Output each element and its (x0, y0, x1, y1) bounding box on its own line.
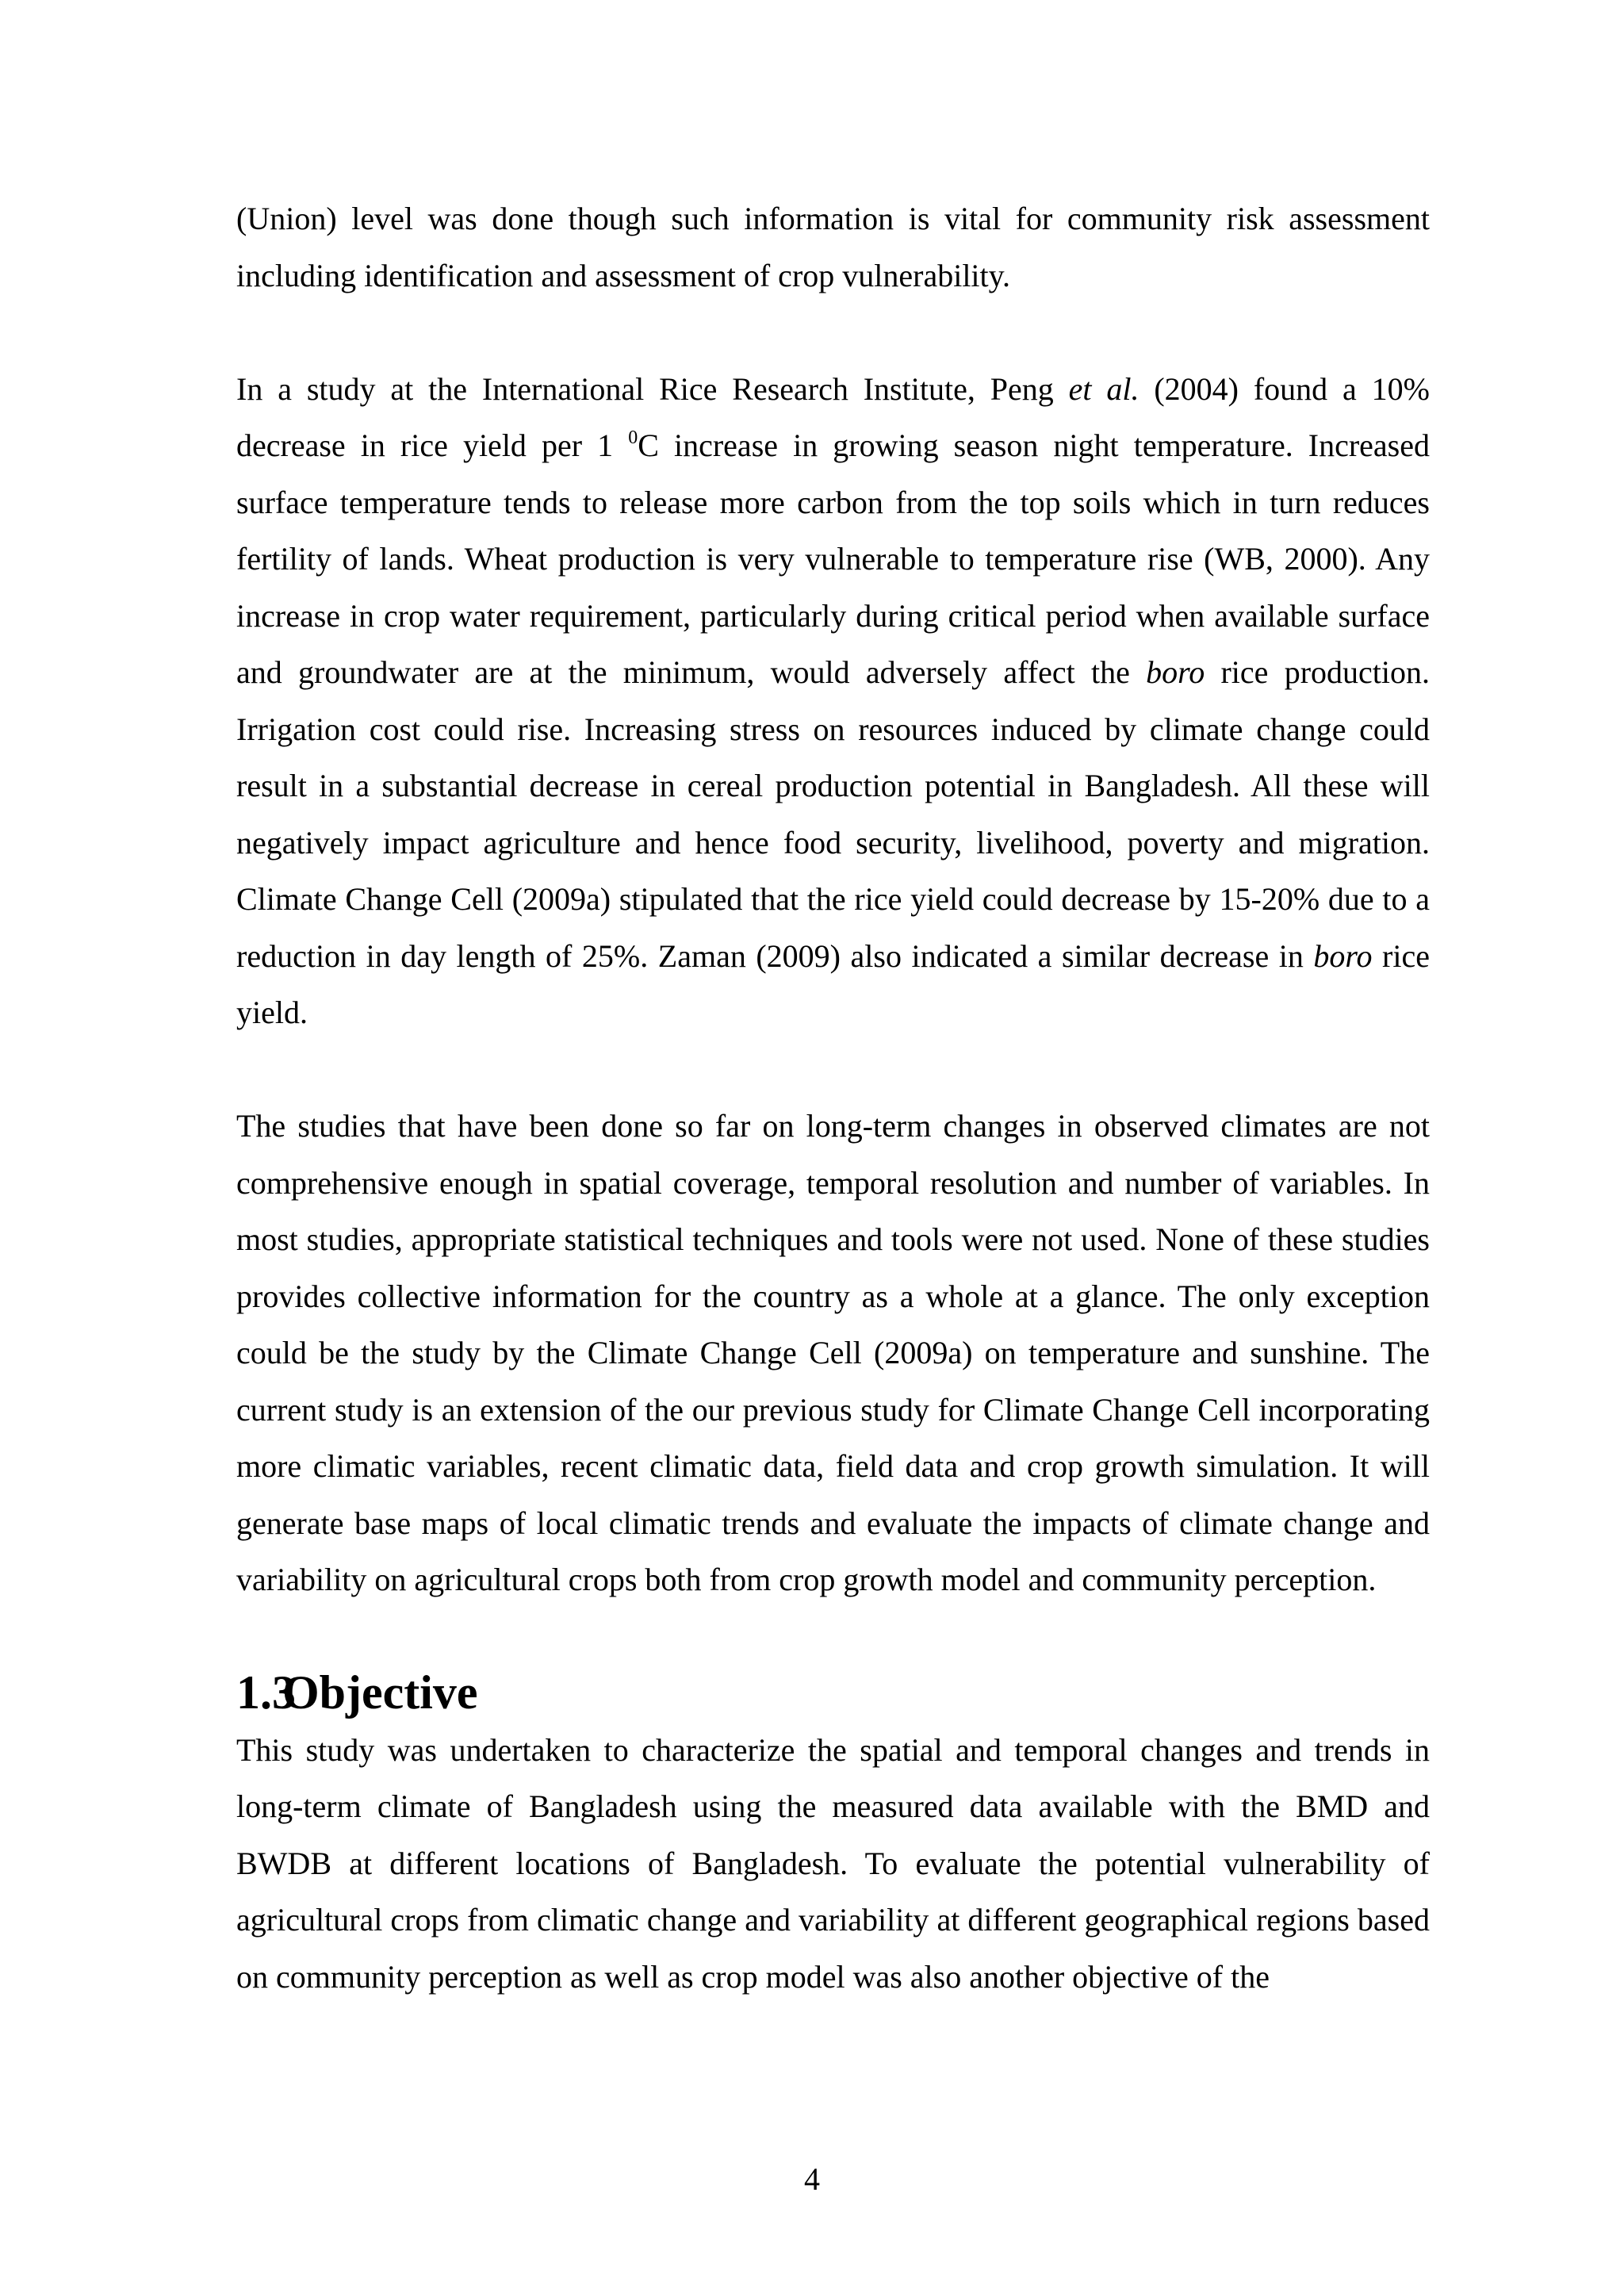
paragraph-rice-yield-text-1: In a study at the International Rice Research Institute, Peng (236, 370, 1069, 407)
section-number: 1.3 (236, 1666, 296, 1719)
paragraph-rice-yield-text-5: rice yield. (236, 937, 1430, 1030)
boro-italic: boro (1146, 654, 1205, 690)
paragraph-objective: This study was undertaken to characterize the spatial and temporal changes and trends in long-term climate of Bangladesh using the measured data available with the BMD and BWDB at different locations of Bangladesh. To evaluate the potential vulnerability of agricultural crops from climatic change and variability at different geographical regions based on community perception as well as crop model was also another objective of the (236, 1731, 1430, 1995)
degree-superscript: 0 (628, 427, 638, 448)
boro-italic: boro (1313, 937, 1373, 974)
paragraph-spacer (236, 1608, 1430, 1665)
et-al-italic: et al. (1068, 370, 1139, 407)
paragraph-rice-yield (236, 361, 1430, 1041)
paragraph-spacer (236, 304, 1430, 361)
paragraph-previous-studies: The studies that have been done so far on long-term changes in observed climates are not comprehensive enough in spatial coverage, temporal resolution and number of variables. In most studies, appropriate statistical techniques and tools were not used. None of these studies provides collective information for the country as a whole at a glance. The only exception could be the study by the Climate Change Cell (2009a) on temperature and sunshine. The current study is an extension of the our previous study for Climate Change Cell incorporating more climatic variables, recent climatic data, field data and crop growth simulation. It will generate base maps of local climatic trends and evaluate the impacts of climate change and variability on agricultural crops both from crop growth model and community perception. (236, 1108, 1430, 1597)
paragraph-union-level: (Union) level was done though such information is vital for community risk assessment including identification and assessment of crop vulnerability. (236, 201, 1430, 293)
paragraph-spacer (236, 1041, 1430, 1098)
paragraph-rice-yield-text-3: C increase in growing season night temperature. Increased surface temperature tends to release more carbon from the top soils which in turn reduces fertility of lands. Wheat production is very vulnerable to temperature rise (WB, 2000). Any increase in crop water requirement, particularly during critical period when available surface and groundwater are at the minimum, would adversely affect the (236, 427, 1430, 690)
page-body (236, 190, 1430, 2005)
section-title: Objective (282, 1666, 478, 1719)
page-number: 4 (804, 2161, 820, 2197)
paragraph-rice-yield-text-2: (2004) found a 10% decrease in rice yield per 1 (236, 370, 1430, 463)
section-heading (236, 1665, 1430, 1722)
paragraph-rice-yield-text-4: rice production. Irrigation cost could rise. Increasing stress on resources induced by climate change could result in a substantial decrease in cereal production potential in Bangladesh. All these will negatively impact agriculture and hence food security, livelihood, poverty and migration. Climate Change Cell (2009a) stipulated that the rice yield could decrease by 15-20% due to a reduction in day length of 25%. Zaman (2009) also indicated a similar decrease in (236, 654, 1430, 974)
